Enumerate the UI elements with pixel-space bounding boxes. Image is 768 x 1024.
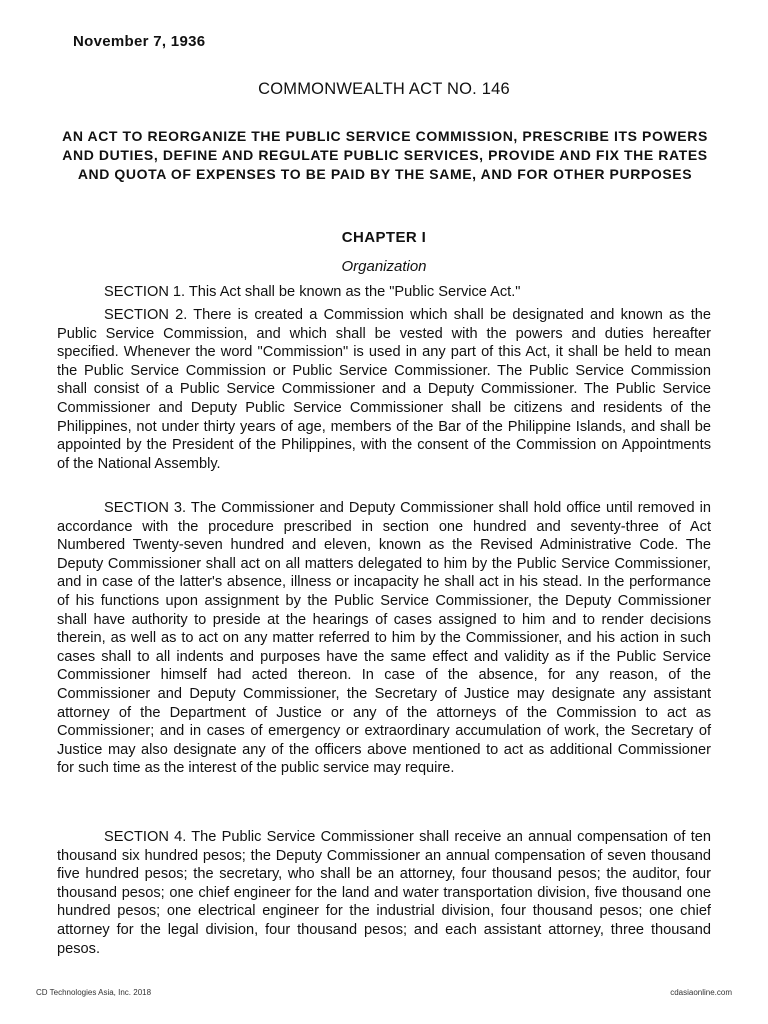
section-paragraph: SECTION 2. There is created a Commission which shall be designated and known as the Public Service Commission, and which shall be vested with the powers and duties hereafter specified. Whenever the word "Commission" is used in any part of this Act, it shall be held to mean the Public Service Commission or Public Service Commissioner. The Public Service Commission shall consist of a Public Service Commissioner and a Deputy Commissioner. The Public Service Commissioner and Deputy Public Service Commissioner shall be citizens and residents of the Philippines, not under thirty years of age, members of the Bar of the Philippine Islands, and shall be appointed by the President of the Philippines, with the consent of the Commission on Appointments of the National Assembly. <box>57 307 711 472</box>
footer-website-link[interactable]: cdasiaonline.com <box>670 988 732 997</box>
section-1 <box>57 283 711 302</box>
section-3 <box>57 499 711 778</box>
section-paragraph: SECTION 4. The Public Service Commissioner shall receive an annual compensation of ten thousand six hundred pesos; the Deputy Commissioner an annual compensation of seven thousand five hundred pesos; the secretary, who shall be an attorney, four thousand pesos; the auditor, four thousand pesos; one chief engineer for the land and water transportation division, five thousand one hundred pesos; one electrical engineer for the industrial division, four thousand pesos; one chief attorney for the legal division, four thousand pesos; and each assistant attorney, three thousand pesos. <box>57 829 711 957</box>
chapter-heading: CHAPTER I <box>341 229 427 246</box>
footer-copyright: CD Technologies Asia, Inc. 2018 <box>36 988 152 997</box>
section-paragraph: SECTION 3. The Commissioner and Deputy Commissioner shall hold office until removed in accordance with the procedure prescribed in section one hundred and seventy-three of Act Numbered Twenty-seven hundred and eleven, known as the Revised Administrative Code. The Deputy Commissioner shall act on all matters delegated to him by the Public Service Commissioner, and in case of the latter's absence, illness or incapacity he shall act in his stead. In the performance of his functions upon assignment by the Public Service Commissioner, the Deputy Commissioner shall have authority to preside at the hearings of cases assigned to him and to render decisions therein, as well as to act on any matter referred to him by the Commissioner, and his action in such cases shall to all indents and purposes have the same effect and validity as if the Public Service Commissioner himself had acted thereon. In case of the absence, for any reason, of the Commissioner and Deputy Commissioner, the Secretary of Justice may designate any assistant attorney of the Department of Justice or any of the attorneys of the Commission to act as Commissioner; and in cases of emergency or extraordinary accumulation of work, the Secretary of Justice may also designate any of the officers above mentioned to act as additional Commissioner for such time as the interest of the public service may require. <box>57 500 711 777</box>
section-4 <box>57 828 711 958</box>
act-number-heading: COMMONWEALTH ACT NO. 146 <box>258 80 510 98</box>
chapter-subtitle: Organization <box>341 258 427 275</box>
document-date: November 7, 1936 <box>73 33 206 50</box>
act-title: AN ACT TO REORGANIZE THE PUBLIC SERVICE COMMISSION, PRESCRIBE ITS POWERS AND DUTIES, DEFINE AND REGULATE PUBLIC SERVICES, PROVIDE AND FIX THE RATES AND QUOTA OF EXPENSES TO BE PAID BY THE SAME, AND FOR OTHER PURPOSES <box>62 128 708 182</box>
section-paragraph: SECTION 1. This Act shall be known as the "Public Service Act." <box>104 284 521 300</box>
section-2 <box>57 306 711 473</box>
